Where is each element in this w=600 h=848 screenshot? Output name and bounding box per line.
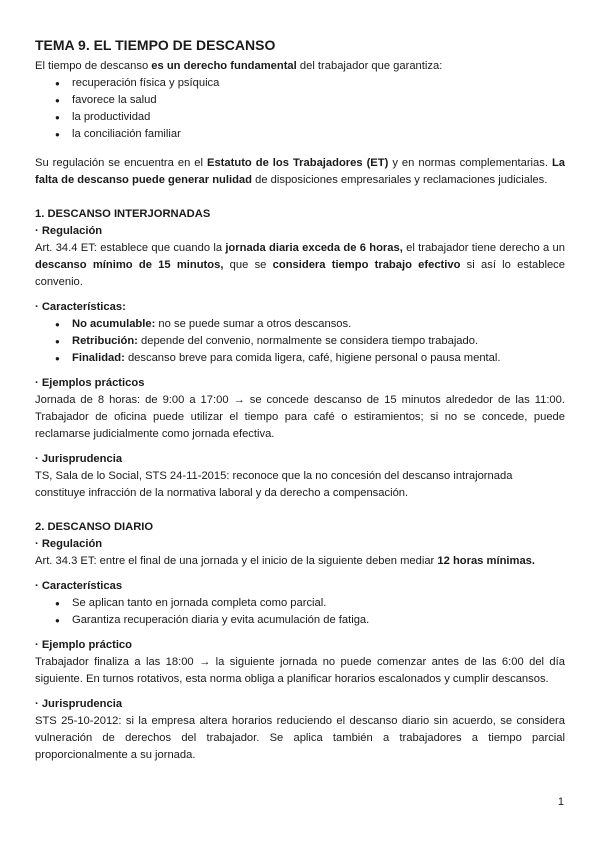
paragraph: Jornada de 8 horas: de 9:00 a 17:00 → se concede descanso de 15 minutos alrededor de las 11:00. Trabajador de oficina puede utilizar el tiempo para café o estiramientos; si no se concede, puede reclamarse judicialmente como jornada efectiva. bbox=[35, 394, 565, 440]
list-item: ● recuperación física y psíquica bbox=[35, 75, 565, 92]
list-item: ● favorece la salud bbox=[35, 92, 565, 109]
subheading: · Características bbox=[35, 580, 123, 592]
subheading: · Regulación bbox=[35, 538, 103, 550]
section-heading: 1. DESCANSO INTERJORNADAS bbox=[35, 208, 211, 220]
subheading: · Ejemplos prácticos bbox=[35, 377, 145, 389]
paragraph: Art. 34.3 ET: entre el final de una jornada y el inicio de la siguiente deben mediar 12 horas mínimas. bbox=[35, 555, 536, 567]
list-item: ● Finalidad: descanso breve para comida ligera, café, higiene personal o pausa mental. bbox=[35, 350, 565, 367]
regulation-paragraph: Su regulación se encuentra en el Estatuto de los Trabajadores (ET) y en normas complementarias. La falta de descanso puede generar nulidad de disposiciones empresariales y reclamaciones judiciales. bbox=[35, 157, 566, 186]
subheading: · Ejemplo práctico bbox=[35, 639, 132, 651]
paragraph: STS 25-10-2012: si la empresa altera horarios reduciendo el descanso diario sin acuerdo, se considera vulneración de derechos del trabajador. Se aplica también a trabajadores a tiempo parcial proporcionalmente a su jornada. bbox=[35, 715, 565, 761]
list-item: ● Garantiza recuperación diaria y evita acumulación de fatiga. bbox=[35, 612, 565, 629]
subheading: · Características: bbox=[35, 301, 126, 313]
subheading: · Jurisprudencia bbox=[35, 453, 123, 465]
document-page bbox=[35, 36, 565, 764]
subheading: · Regulación bbox=[35, 225, 103, 237]
subheading: · Jurisprudencia bbox=[35, 698, 123, 710]
page-number: 1 bbox=[557, 796, 564, 808]
list-item: ● Se aplican tanto en jornada completa como parcial. bbox=[35, 595, 565, 612]
list-item: ● No acumulable: no se puede sumar a otros descansos. bbox=[35, 316, 565, 333]
section-heading: 2. DESCANSO DIARIO bbox=[35, 521, 154, 533]
list-item: ● la conciliación familiar bbox=[35, 126, 565, 143]
intro-text: El tiempo de descanso es un derecho fundamental del trabajador que garantiza: bbox=[35, 60, 443, 72]
page-title: TEMA 9. EL TIEMPO DE DESCANSO bbox=[35, 37, 276, 53]
paragraph: Trabajador finaliza a las 18:00 → la siguiente jornada no puede comenzar antes de las 6:00 del día siguiente. En turnos rotativos, esta norma obliga a planificar horarios escalonados y cumplir descansos. bbox=[35, 656, 565, 685]
characteristics-list bbox=[35, 595, 565, 629]
intro-list bbox=[35, 75, 565, 143]
list-item: ● la productividad bbox=[35, 109, 565, 126]
paragraph: Art. 34.4 ET: establece que cuando la jornada diaria exceda de 6 horas, el trabajador tiene derecho a un descanso mínimo de 15 minutos, que se considera tiempo trabajo efectivo si así lo establece convenio. bbox=[35, 242, 565, 288]
paragraph: TS, Sala de lo Social, STS 24-11-2015: reconoce que la no concesión del descanso intrajornada constituye infracción de la normativa laboral y da derecho a compensación. bbox=[35, 470, 513, 499]
characteristics-list bbox=[35, 316, 565, 367]
list-item: ● Retribución: depende del convenio, normalmente se considera tiempo trabajado. bbox=[35, 333, 565, 350]
